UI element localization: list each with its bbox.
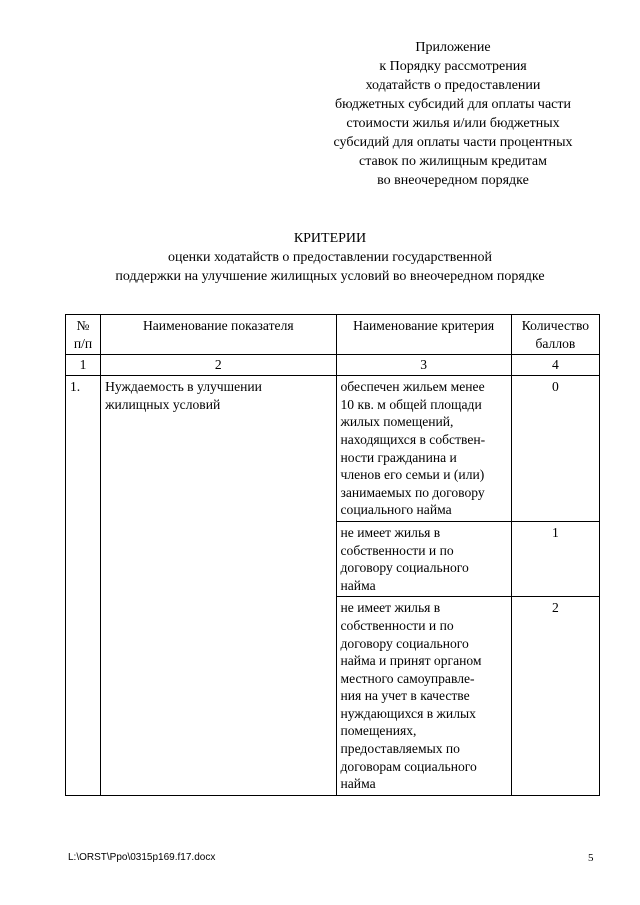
criterion-line: договору социального xyxy=(340,560,469,576)
indicator-line: Нуждаемость в улучшении xyxy=(105,379,262,395)
criterion-line: найма xyxy=(340,776,376,792)
criterion-line: нуждающихся в жилых xyxy=(340,705,476,721)
criterion-line: жилых помещений, xyxy=(340,414,454,430)
row-number: 1. xyxy=(66,376,101,796)
criterion-line: помещениях, xyxy=(340,723,417,739)
score-cell: 1 xyxy=(511,521,599,596)
criterion-line: местного самоуправле- xyxy=(340,670,475,686)
column-number: 4 xyxy=(511,355,599,376)
header-indicator: Наименование показателя xyxy=(101,315,336,355)
page-number: 5 xyxy=(588,852,594,864)
criterion-line: найма и принят органом xyxy=(340,653,482,669)
criterion-line: ния на учет в качестве xyxy=(340,688,470,704)
header-criterion: Наименование критерия xyxy=(336,315,511,355)
criterion-cell xyxy=(336,597,511,796)
appendix-line: ставок по жилищным кредитам xyxy=(358,154,547,169)
criterion-line: собственности и по xyxy=(340,617,454,633)
column-number-row xyxy=(66,355,600,376)
appendix-line: ходатайств о предоставлении xyxy=(365,78,541,93)
criterion-line: не имеет жилья в xyxy=(340,600,441,616)
criterion-line: обеспечен жильем менее xyxy=(340,379,485,395)
criterion-line: 10 кв. м общей площади xyxy=(340,396,482,412)
row-indicator xyxy=(101,376,336,796)
header-score xyxy=(511,315,599,355)
appendix-line: к Порядку рассмотрения xyxy=(379,59,527,74)
indicator-line: жилищных условий xyxy=(105,396,221,412)
criterion-line: договору социального xyxy=(340,635,469,651)
appendix-line: Приложение xyxy=(415,40,491,55)
appendix-line: стоимости жилья и/или бюджетных xyxy=(346,116,560,131)
criterion-line: занимаемых по договору xyxy=(340,484,485,500)
header-score-line: баллов xyxy=(535,335,576,351)
criteria-table xyxy=(65,314,600,796)
criterion-line: предоставляемых по xyxy=(340,741,460,757)
document-title xyxy=(60,229,600,286)
appendix-note xyxy=(318,38,588,190)
header-number-line: п/п xyxy=(73,335,93,351)
appendix-line: бюджетных субсидий для оплаты части xyxy=(335,97,571,112)
table-header-row xyxy=(66,315,600,355)
header-number xyxy=(66,315,101,355)
criterion-line: не имеет жилья в xyxy=(340,524,441,540)
score-cell: 0 xyxy=(511,376,599,522)
criterion-line: найма xyxy=(340,577,376,593)
criterion-line: собственности и по xyxy=(340,542,454,558)
title-line: оценки ходатайств о предоставлении государственной xyxy=(167,250,493,265)
column-number: 2 xyxy=(101,355,336,376)
column-number: 3 xyxy=(336,355,511,376)
title-line: поддержки на улучшение жилищных условий во внеочередном порядке xyxy=(115,269,545,284)
table-row xyxy=(66,376,600,522)
criterion-cell xyxy=(336,376,511,522)
criterion-line: находящихся в собствен- xyxy=(340,431,486,447)
appendix-line: во внеочередном порядке xyxy=(377,173,529,188)
criterion-line: ности гражданина и xyxy=(340,449,457,465)
criterion-line: социального найма xyxy=(340,502,452,518)
appendix-line: субсидий для оплаты части процентных xyxy=(333,135,573,150)
header-number-line: № xyxy=(76,318,90,333)
criterion-line: членов его семьи и (или) xyxy=(340,467,485,483)
header-score-line: Количество xyxy=(521,318,590,333)
column-number: 1 xyxy=(66,355,101,376)
score-cell: 2 xyxy=(511,597,599,796)
title-heading: КРИТЕРИИ xyxy=(293,231,367,246)
criterion-line: договорам социального xyxy=(340,758,477,774)
criterion-cell xyxy=(336,521,511,596)
file-path: L:\ORST\Ppo\0315p169.f17.docx xyxy=(68,852,216,863)
